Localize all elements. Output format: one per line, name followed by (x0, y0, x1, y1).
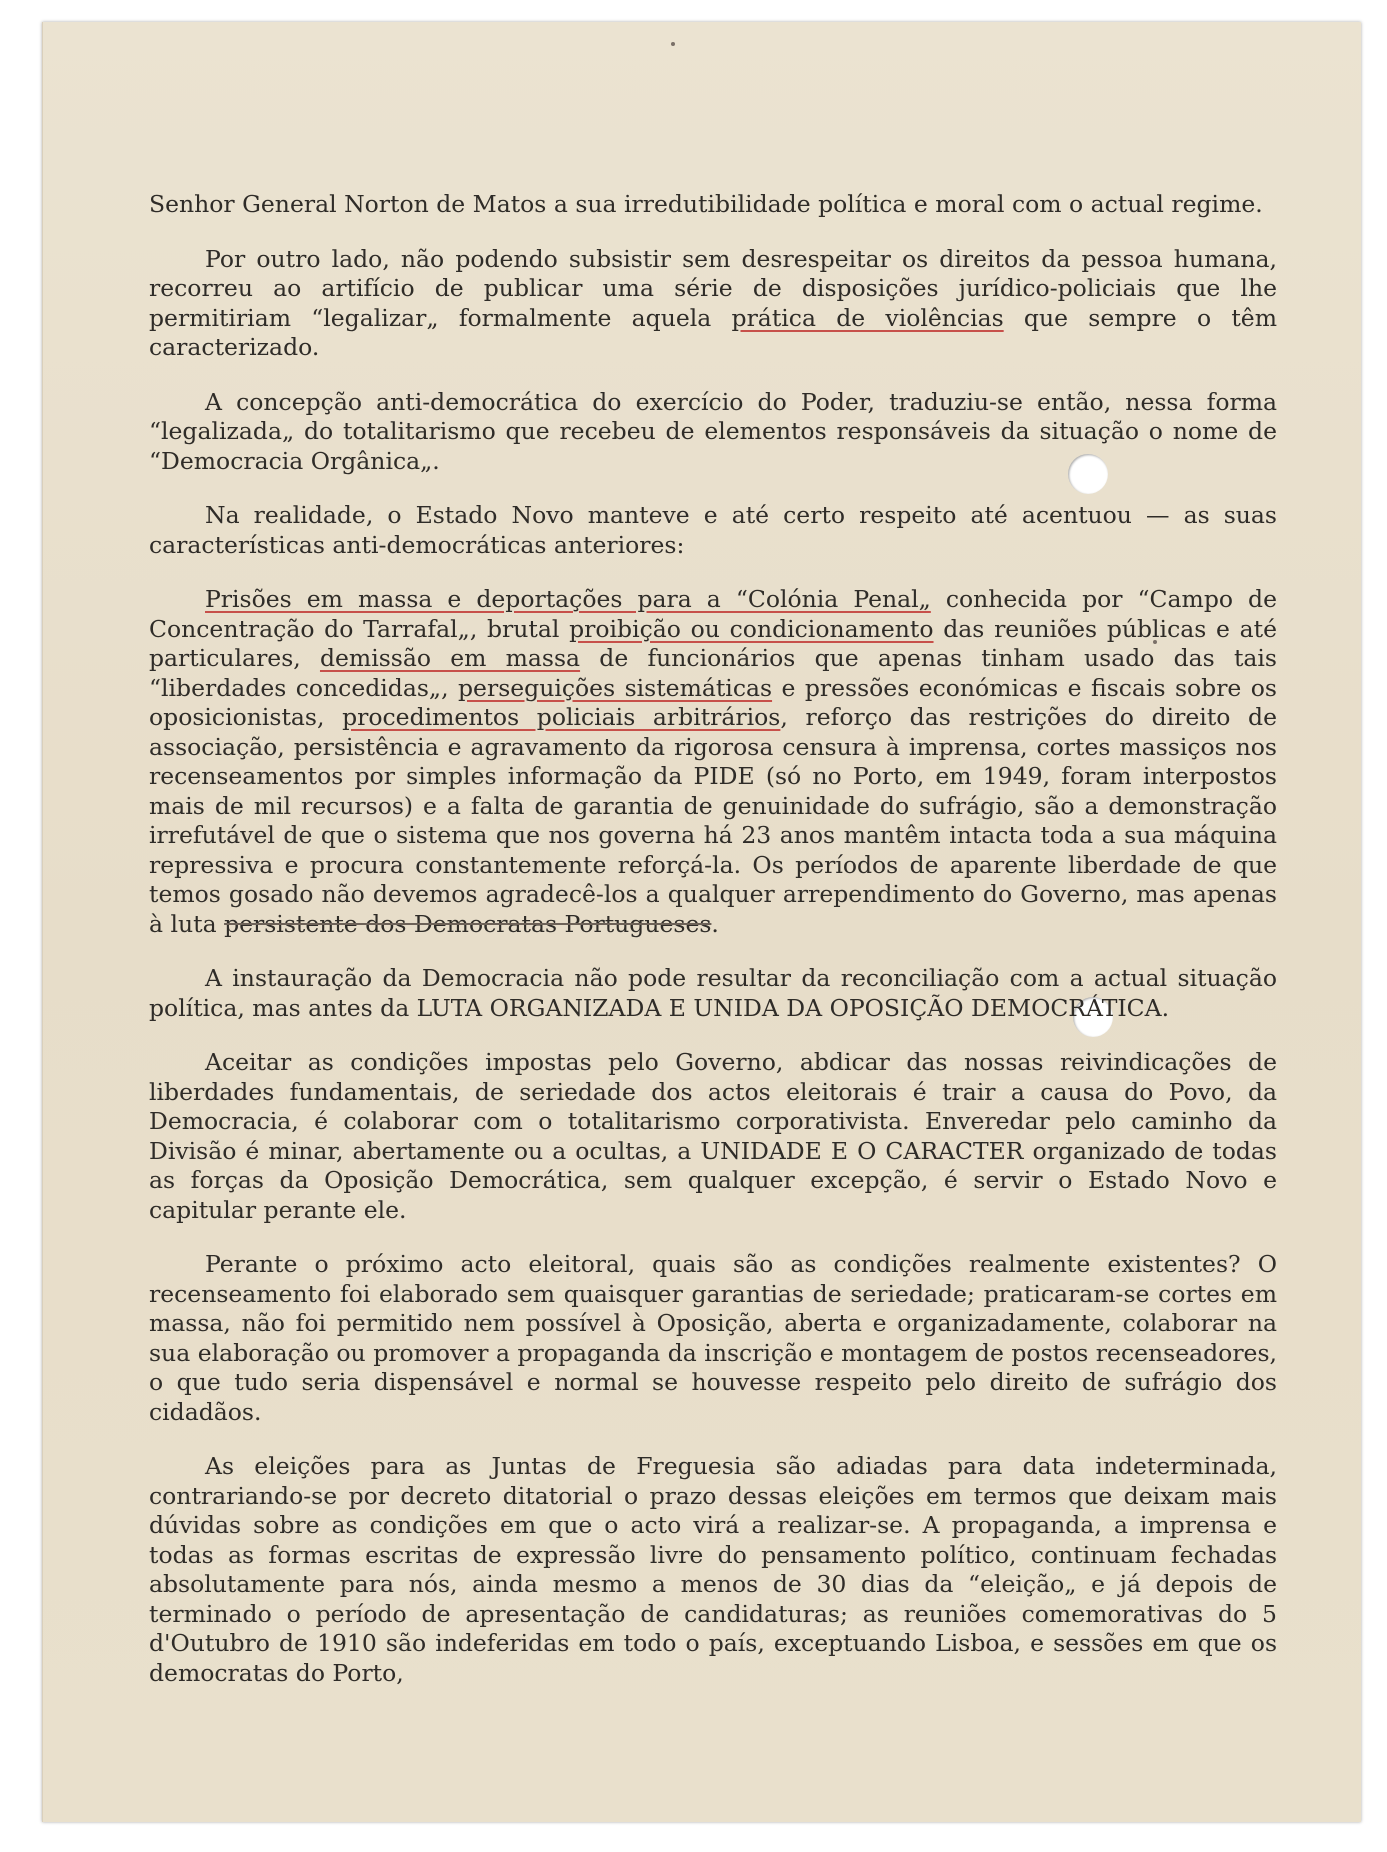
underlined-phrase: proibição ou condicionamento (569, 614, 934, 643)
text-segment: A instauração da Democracia não pode resultar da reconciliação com a actual situação política, mas antes da LUTA ORGANIZADA E UNIDA DA OPOSIÇÃO DEMOCRÁTICA. (149, 964, 1277, 1022)
document-body (149, 190, 1277, 1713)
text-segment: Perante o próximo acto eleitoral, quais são as condições realmente existentes? O recenseamento foi elaborado sem quaisquer garantias de seriedade; praticaram-se cortes em massa, não foi permitido nem possível à Oposição, aberta e organizadamente, colaborar na sua elaboração ou promover a propaganda da inscrição e montagem de postos recenseadores, o que tudo seria dispensável e normal se houvesse respeito pelo direito de sufrágio dos cidadãos. (149, 1250, 1277, 1426)
underlined-phrase: demissão em massa (319, 644, 581, 672)
paragraph-p1 (149, 190, 1277, 220)
struck-phrase: persistente dos Democratas Portugueses (224, 909, 712, 938)
text-segment: A concepção anti-democrática do exercício do Poder, traduziu-se então, nessa forma “legalizada„ do totalitarismo que recebeu de elementos responsáveis da situação o nome de “Democracia Orgânica„. (149, 387, 1277, 475)
paragraph-p4 (149, 501, 1277, 560)
text-segment: de funcionários que apenas tinham usado das tais “liberdades concedidas„, (149, 644, 1277, 702)
underlined-phrase: prática de violências (731, 303, 1004, 332)
text-segment: e pressões económicas e fiscais sobre os oposicionistas, (149, 673, 1277, 731)
paragraph-p3 (149, 388, 1277, 477)
ink-speck (671, 42, 675, 46)
text-segment: Aceitar as condições impostas pelo Governo, abdicar das nossas reivindicações de liberdades fundamentais, de seriedade dos actos eleitorais é trair a causa do Povo, da Democracia, é colaborar com o totalitarismo corporativista. Enveredar pelo caminho da Divisão é minar, abertamente ou a ocultas, a UNIDADE E O CARACTER organizado de todas as forças da Oposição Democrática, sem qualquer excepção, é servir o Estado Novo e capitular perante ele. (149, 1048, 1277, 1224)
paragraph-p5 (149, 585, 1277, 939)
text-segment: , reforço das restrições do direito de associação, persistência e agravamento da rigorosa censura à imprensa, cortes massiços nos recenseamentos por simples informação da PIDE (só no Porto, em 1949, foram interpostos mais de mil recursos) e a falta de garantia de genuinidade do sufrágio, são a demonstração irrefutável de que o sistema que nos governa há 23 anos mantêm intacta toda a sua máquina repressiva e procura constantemente reforçá-la. Os períodos de aparente liberdade de que temos gosado não devemos agradecê-los a qualquer arrependimento do Governo, mas apenas à luta (149, 703, 1278, 938)
paragraph-p2 (149, 245, 1277, 363)
paragraph-p7 (149, 1048, 1277, 1225)
text-segment: Na realidade, o Estado Novo manteve e até certo respeito até acentuou — as suas características anti-democráticas anteriores: (149, 501, 1277, 559)
paragraph-p9 (149, 1452, 1277, 1688)
document-page (42, 22, 1361, 1822)
text-segment: As eleições para as Juntas de Freguesia são adiadas para data indeterminada, contrariando-se por decreto ditatorial o prazo dessas eleições em termos que deixam mais dúvidas sobre as condições em que o acto virá a realizar-se. A propaganda, a imprensa e todas as formas escritas de expressão livre do pensamento político, continuam fechadas absolutamente para nós, ainda mesmo a menos de 30 dias da “eleição„ e já depois de terminado o período de apresentação de candidaturas; as reuniões comemorativas do 5 d'Outubro de 1910 são indeferidas em todo o país, exceptuando Lisboa, e sessões em que os democratas do Porto, (149, 1452, 1277, 1687)
underlined-phrase: perseguições sistemáticas (458, 673, 773, 702)
paragraph-p8 (149, 1250, 1277, 1427)
text-segment: Senhor General Norton de Matos a sua irredutibilidade política e moral com o actual regime. (149, 190, 1263, 218)
text-segment: das reuniões públicas e até particulares, (149, 614, 1277, 672)
text-segment: . (711, 909, 719, 938)
text-segment: Por outro lado, não podendo subsistir sem desrespeitar os direitos da pessoa humana, recorreu ao artifício de publicar uma série de disposições jurídico-policiais que lhe permitiriam “legalizar„ formalmente aquela (149, 244, 1277, 332)
underlined-phrase: Prisões em massa e deportações para a “Colónia Penal„ (205, 585, 931, 613)
text-segment: conhecida por “Campo de Concentração do Tarrafal„, brutal (149, 585, 1277, 643)
underlined-phrase: procedimentos policiais arbitrários (342, 703, 781, 731)
text-segment: que sempre o têm caracterizado. (149, 303, 1277, 361)
paragraph-p6 (149, 964, 1277, 1023)
